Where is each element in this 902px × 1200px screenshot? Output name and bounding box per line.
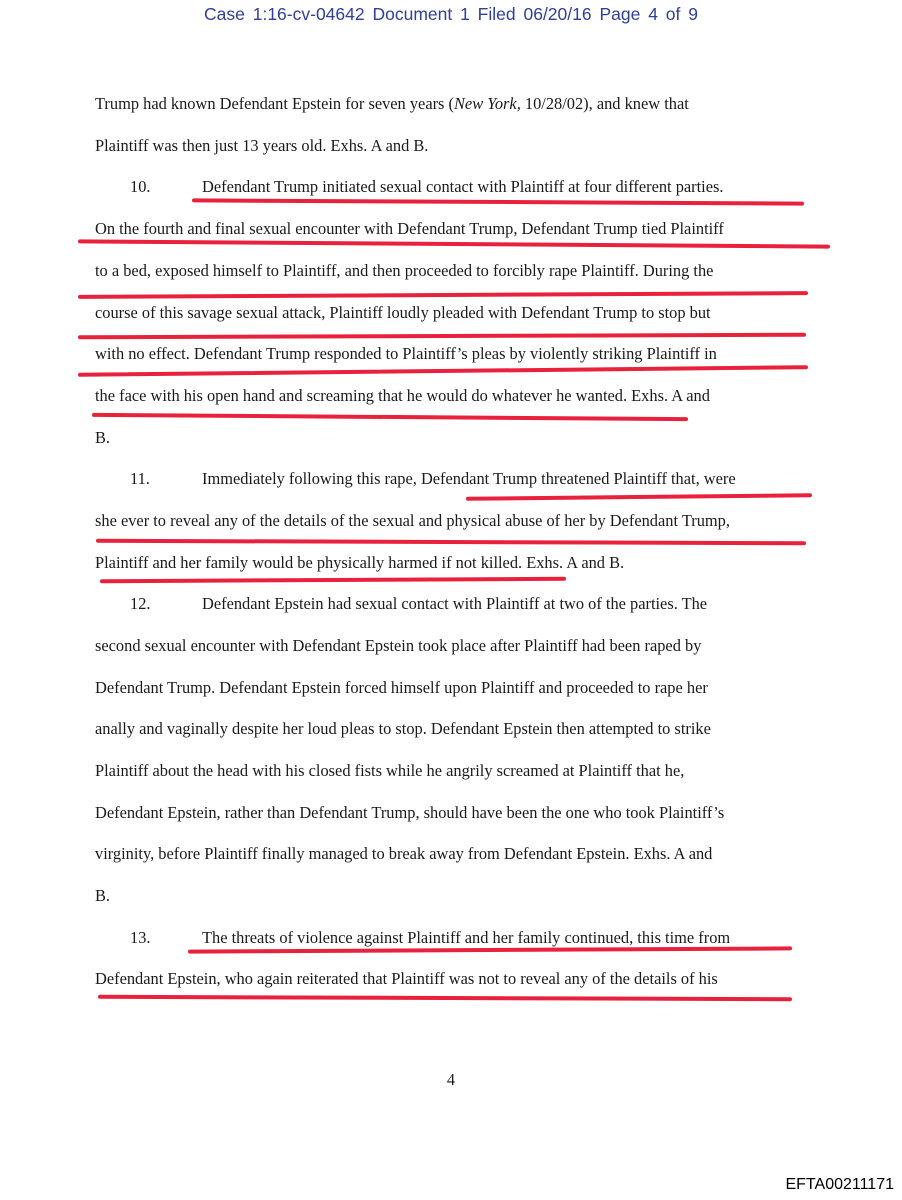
body-line: the face with his open hand and screaming that he would do whatever he wanted. Exhs. A and (95, 386, 710, 405)
body-line: second sexual encounter with Defendant Epstein took place after Plaintiff had been raped by (95, 636, 702, 655)
red-underline (466, 493, 812, 501)
body-line: B. (95, 886, 111, 905)
red-underline (98, 995, 792, 1001)
body-line: to a bed, exposed himself to Plaintiff, and then proceeded to forcibly rape Plaintiff. During the (95, 261, 714, 280)
body-line: Plaintiff was then just 13 years old. Exhs. A and B. (95, 136, 429, 155)
body-line: B. (95, 428, 111, 447)
paragraph-12-first-line: 12. Defendant Epstein had sexual contact with Plaintiff at two of the parties. The (130, 594, 708, 613)
body-line: Trump had known Defendant Epstein for seven years (New York, 10/28/02), and knew that (95, 94, 689, 113)
red-underline (100, 577, 566, 583)
page-number: 4 (446, 1070, 456, 1089)
body-line: On the fourth and final sexual encounter with Defendant Trump, Defendant Trump tied Plaintiff (95, 219, 724, 238)
paragraph-number: 10. (130, 177, 151, 196)
body-line: Defendant Epstein, rather than Defendant Trump, should have been the one who took Plaintiff’s (95, 803, 725, 822)
bates-number: EFTA00211171 (785, 1176, 894, 1193)
body-line: course of this savage sexual attack, Plaintiff loudly pleaded with Defendant Trump to stop but (95, 303, 711, 322)
red-underline (96, 539, 806, 545)
body-line: virginity, before Plaintiff finally managed to break away from Defendant Epstein. Exhs. A and (95, 844, 713, 863)
body-line: Plaintiff about the head with his closed fists while he angrily screamed at Plaintiff that he, (95, 761, 685, 780)
red-underline (192, 198, 804, 205)
paragraph-number: 11. (130, 469, 150, 488)
red-underline (92, 413, 688, 421)
body-line: Defendant Epstein, who again reiterated that Plaintiff was not to reveal any of the details of his (95, 969, 718, 988)
red-underline (78, 333, 806, 340)
body-line: she ever to reveal any of the details of the sexual and physical abuse of her by Defendant Trump, (95, 511, 730, 530)
red-underline (78, 365, 808, 377)
body-line: Defendant Trump. Defendant Epstein forced himself upon Plaintiff and proceeded to rape her (95, 678, 708, 697)
paragraph-11-first-line: 11. Immediately following this rape, Defendant Trump threatened Plaintiff that, were (130, 469, 736, 488)
case-header: Case 1:16-cv-04642 Document 1 Filed 06/20/16 Page 4 of 9 (204, 4, 698, 24)
paragraph-number: 13. (130, 928, 151, 947)
body-line: with no effect. Defendant Trump responded to Plaintiff’s pleas by violently striking Plaintiff in (95, 344, 717, 363)
paragraph-10-first-line: 10. Defendant Trump initiated sexual contact with Plaintiff at four different parties. (130, 177, 724, 196)
body-line: Plaintiff and her family would be physically harmed if not killed. Exhs. A and B. (95, 553, 625, 572)
body-line: anally and vaginally despite her loud pleas to stop. Defendant Epstein then attempted to strike (95, 719, 711, 738)
paragraph-number: 12. (130, 594, 151, 613)
red-underline (78, 239, 830, 248)
paragraph-13-first-line: 13. The threats of violence against Plaintiff and her family continued, this time from (130, 928, 731, 947)
red-underline (78, 291, 808, 299)
